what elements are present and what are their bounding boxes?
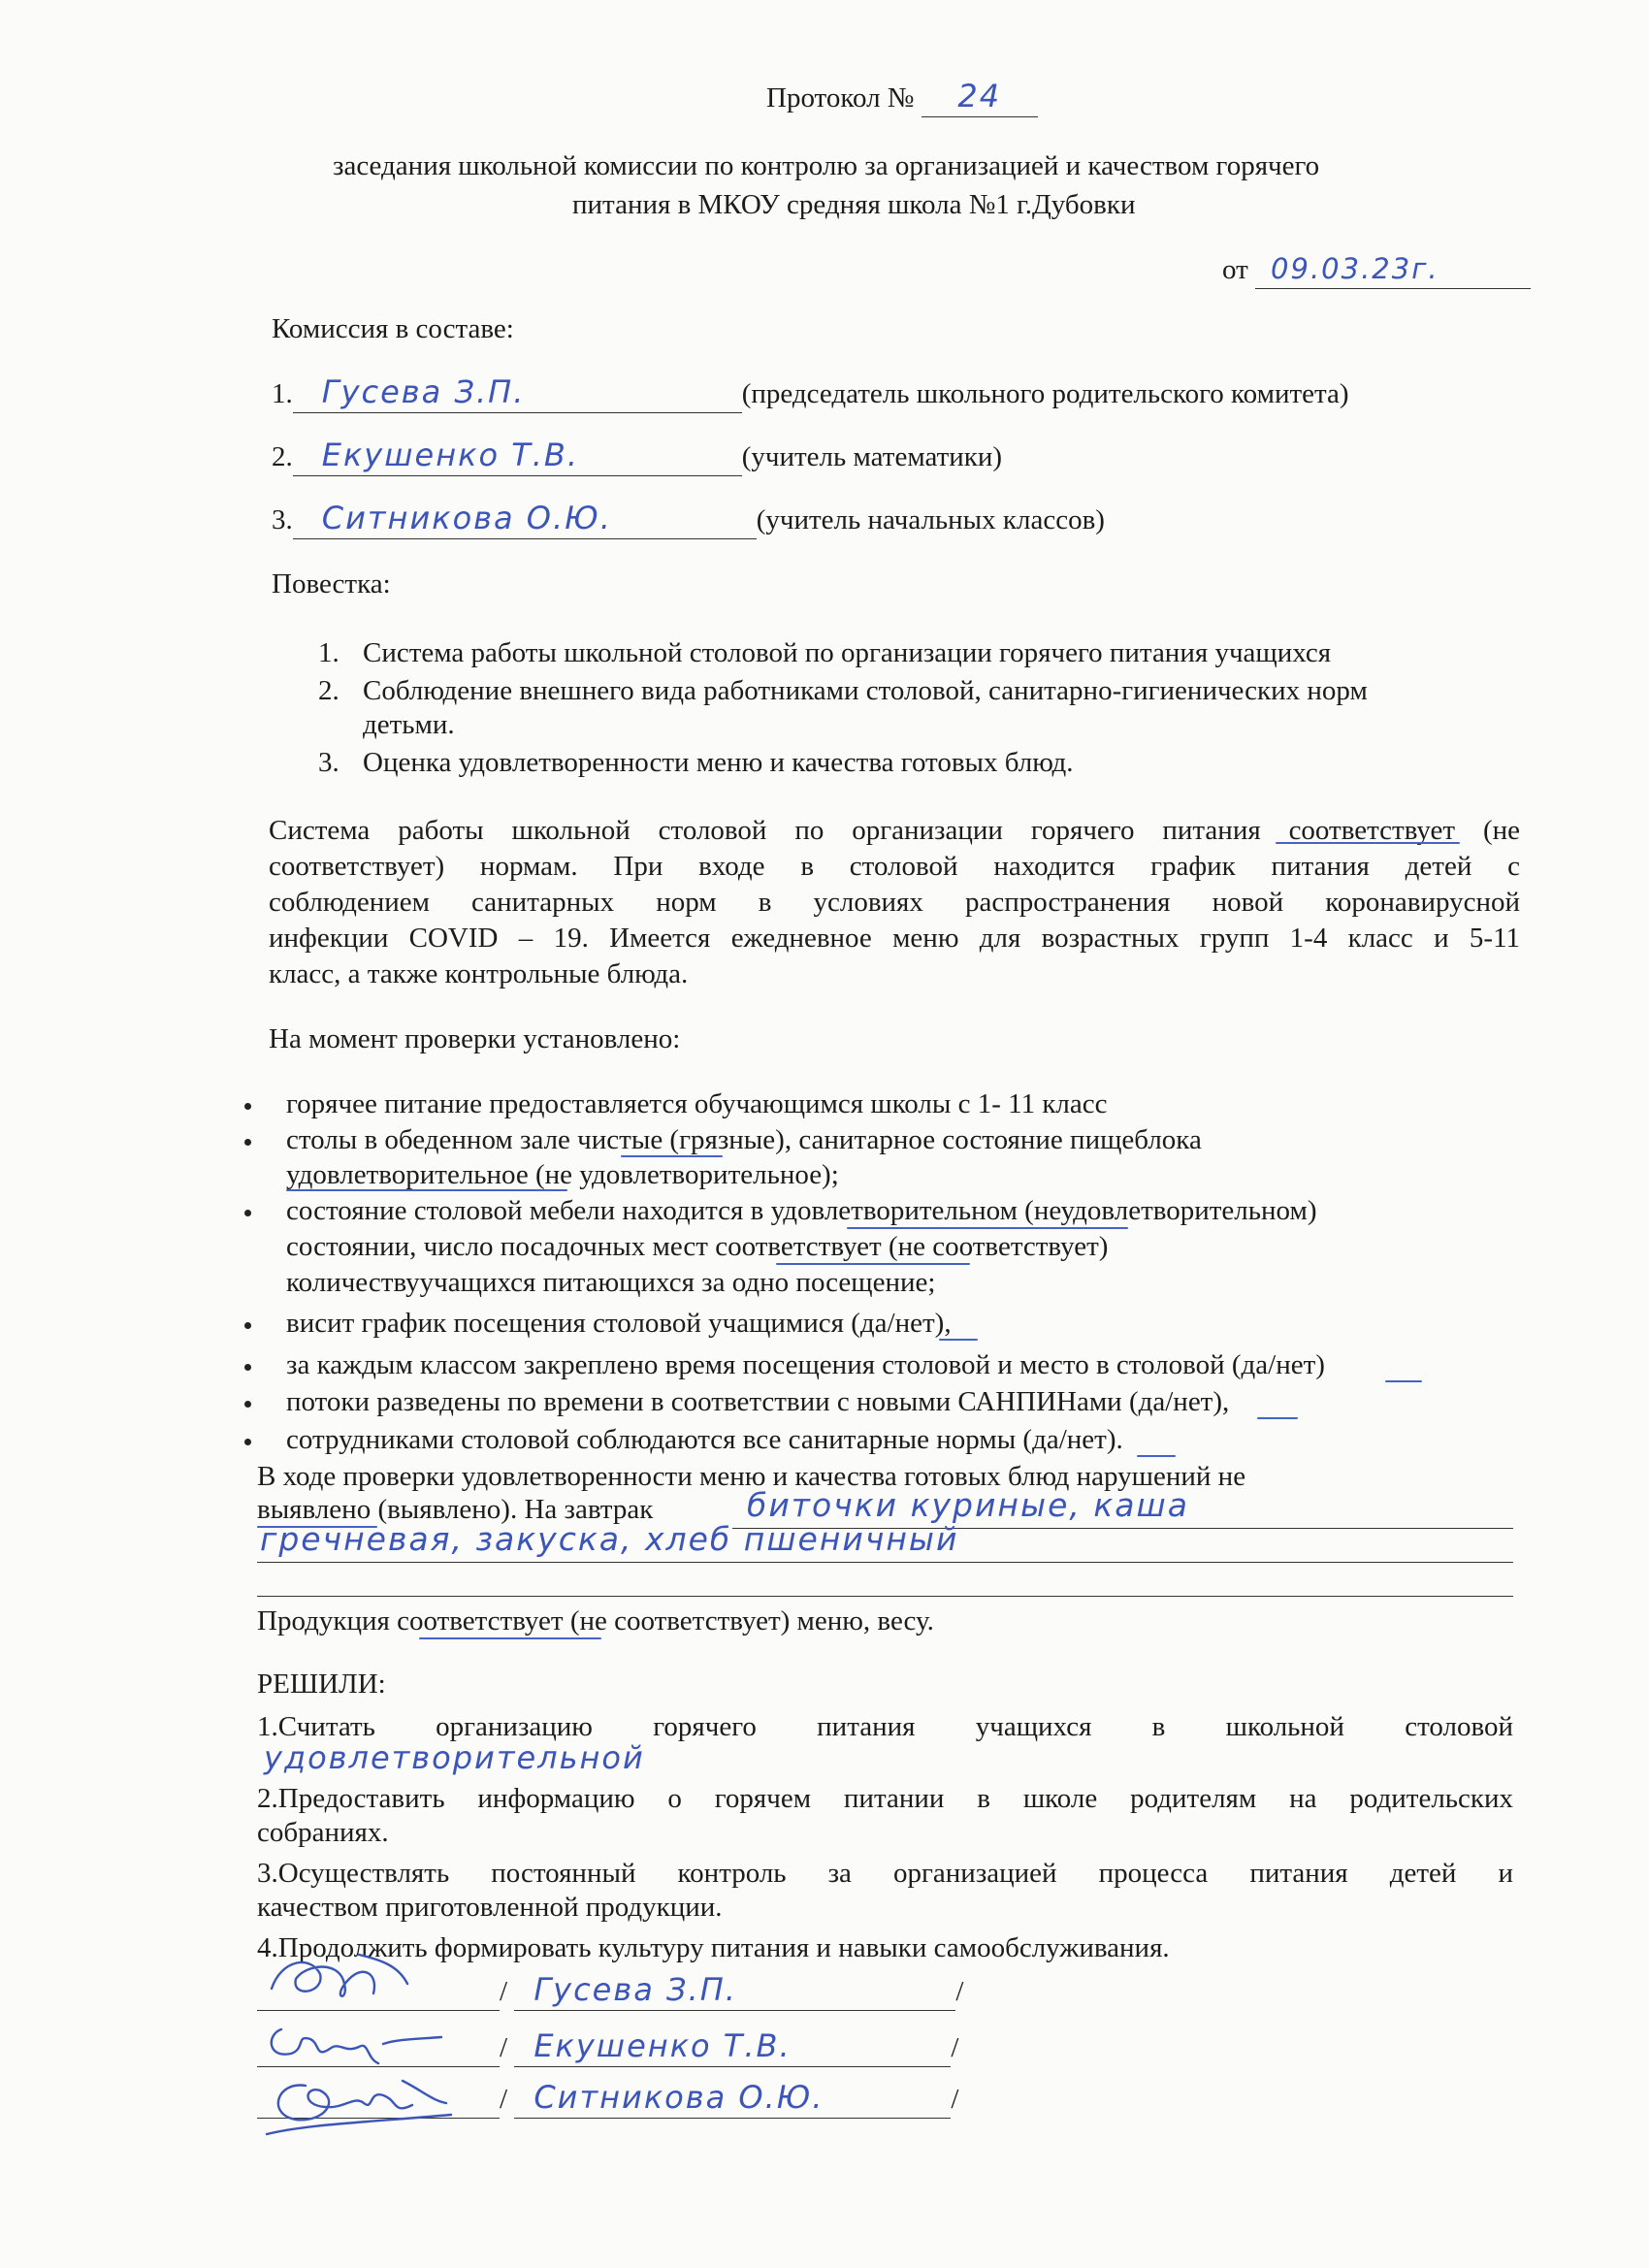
signature-name-field [514, 2079, 951, 2119]
member-number: 3. [272, 504, 293, 535]
decision-2-cont: собраниях. [257, 1817, 389, 1848]
signature-name-field [514, 2027, 951, 2067]
agenda-item-1-text: Система работы школьной столовой по организации горячего питания учащихся [363, 637, 1332, 668]
member-role: (учитель начальных классов) [756, 504, 1105, 535]
agenda-item-2-text-cont: детьми. [363, 709, 455, 740]
underline-mark [776, 1263, 970, 1265]
protocol-number: 24 [957, 78, 1002, 114]
protocol-title [766, 78, 1038, 117]
agenda-item-3-text: Оценка удовлетворенности меню и качества готовых блюд. [363, 747, 1074, 778]
inspection-bullet-3-cont-2: количествуучащихся питающихся за одно посещение; [286, 1267, 936, 1298]
writing-line [257, 1562, 1513, 1563]
agenda-item-3-number: 3. [318, 747, 340, 778]
member-name: Гусева З.П. [321, 373, 526, 410]
decision-2: 2.Предоставить информацию о горячем питании в школе родителям на родительских [257, 1783, 1513, 1814]
member-name: Екушенко Т.В. [321, 437, 580, 473]
agenda-title: Повестка: [272, 568, 391, 599]
system-paragraph-line-1: Система работы школьной столовой по организации горячего питания соответствует (не [269, 815, 1520, 846]
bullet-dot [244, 1364, 251, 1371]
date-value: 09.03.23г. [1271, 252, 1439, 285]
underline-mark [1137, 1455, 1176, 1457]
protocol-label: Протокол № [766, 82, 915, 113]
underline-mark [286, 1189, 567, 1191]
handwritten-signature-3 [247, 2047, 480, 2149]
inspection-bullet-6: потоки разведены по времени в соответствии с новыми САНПИНами (да/нет), [286, 1386, 1230, 1417]
signature-row-3: / Ситникова О.Ю. / [257, 2079, 958, 2119]
bullet-dot [244, 1210, 251, 1216]
inspection-title: На момент проверки установлено: [269, 1023, 681, 1054]
system-paragraph-line-4: инфекции COVID – 19. Имеется ежедневное меню для возрастных групп 1-4 класс и 5-11 [269, 923, 1520, 954]
bullet-dot [244, 1439, 251, 1445]
agenda-item-2-text: Соблюдение внешнего вида работниками столовой, санитарно-гигиенических норм [363, 675, 1368, 706]
menu-check-line-1: В ходе проверки удовлетворенности меню и качества готовых блюд нарушений не [257, 1461, 1246, 1492]
product-line: Продукция соответствует (не соответствует) меню, весу. [257, 1605, 934, 1636]
member-name-field [293, 500, 757, 539]
inspection-bullet-2: столы в обеденном зале чистые (грязные), санитарное состояние пищеблока [286, 1124, 1202, 1155]
decision-4: 4.Продолжить формировать культуру питания и навыки самообслуживания. [257, 1932, 1170, 1963]
inspection-bullet-2-cont: удовлетворительное (не удовлетворительное); [286, 1159, 839, 1190]
commission-member-1 [272, 373, 1349, 413]
underline-mark [419, 1637, 601, 1639]
writing-line [257, 1596, 1513, 1597]
inspection-bullet-3: состояние столовой мебели находится в удовлетворительном (неудовлетворительном) [286, 1195, 1317, 1226]
bullet-dot [244, 1401, 251, 1408]
system-paragraph-line-5: класс, а также контрольные блюда. [269, 958, 689, 989]
member-number: 2. [272, 441, 293, 472]
signature-name: Гусева З.П. [534, 1971, 737, 2008]
signature-name: Екушенко Т.В. [534, 2027, 792, 2064]
inspection-bullet-1: горячее питание предоставляется обучающимся школы с 1- 11 класс [286, 1088, 1108, 1119]
underline-mark [1257, 1417, 1298, 1419]
bullet-dot [244, 1139, 251, 1146]
decisions-title: РЕШИЛИ: [257, 1669, 386, 1700]
member-name: Ситникова О.Ю. [321, 500, 612, 536]
date-row [1222, 250, 1531, 289]
member-name-field [293, 373, 742, 413]
commission-member-2 [272, 437, 1002, 476]
agenda-item-1-number: 1. [318, 637, 340, 668]
decision-1-handwritten: удовлетворительной [264, 1739, 645, 1776]
decision-1: 1.Считать организацию горячего питания учащихся в школьной столовой [257, 1711, 1513, 1742]
underline-mark [939, 1339, 978, 1341]
date-field [1255, 250, 1531, 289]
signature-row-1: / Гусева З.П. / [257, 1971, 963, 2011]
underline-mark [1276, 842, 1460, 844]
inspection-bullet-7: сотрудниками столовой соблюдаются все санитарные нормы (да/нет). [286, 1424, 1123, 1455]
inspection-bullet-3-cont: состоянии, число посадочных мест соответствует (не соответствует) [286, 1231, 1109, 1262]
signature-row-2: / Екушенко Т.В. / [257, 2027, 958, 2067]
member-role: (учитель математики) [741, 441, 1003, 472]
subtitle-line-2: питания в МКОУ средняя школа №1 г.Дубовки [572, 189, 1136, 220]
breakfast-handwritten-2: гречневая, закуска, хлеб пшеничный [260, 1520, 959, 1558]
signature-name-field [514, 1971, 955, 2011]
menu-check-label: выявлено (выявлено). На завтрак [257, 1494, 654, 1525]
protocol-number-field [922, 78, 1038, 117]
underline-mark [621, 1155, 723, 1157]
system-paragraph-line-2: соответствует) нормам. При входе в столовой находится график питания детей с [269, 851, 1520, 882]
commission-title: Комиссия в составе: [272, 313, 514, 344]
subtitle-line-1: заседания школьной комиссии по контролю за организацией и качеством горячего [333, 150, 1320, 181]
bullet-dot [244, 1103, 251, 1110]
signature-name: Ситникова О.Ю. [534, 2079, 824, 2116]
underline-mark [1385, 1380, 1422, 1382]
inspection-bullet-5: за каждым классом закреплено время посещения столовой и место в столовой (да/нет) [286, 1349, 1325, 1380]
member-name-field [293, 437, 742, 476]
bullet-dot [244, 1322, 251, 1329]
inspection-bullet-4: висит график посещения столовой учащимися (да/нет), [286, 1308, 952, 1339]
decision-3-cont: качеством приготовленной продукции. [257, 1892, 723, 1923]
member-number: 1. [272, 378, 293, 409]
underline-mark [847, 1227, 1128, 1229]
system-paragraph-line-3: соблюдением санитарных норм в условиях распространения новой коронавирусной [269, 887, 1520, 918]
decision-3: 3.Осуществлять постоянный контроль за организацией процесса питания детей и [257, 1858, 1513, 1889]
breakfast-handwritten-1: биточки куриные, каша [747, 1486, 1189, 1524]
agenda-item-2-number: 2. [318, 675, 340, 706]
member-role: (председатель школьного родительского комитета) [741, 378, 1349, 409]
commission-member-3 [272, 500, 1105, 539]
date-label: от [1222, 254, 1248, 285]
